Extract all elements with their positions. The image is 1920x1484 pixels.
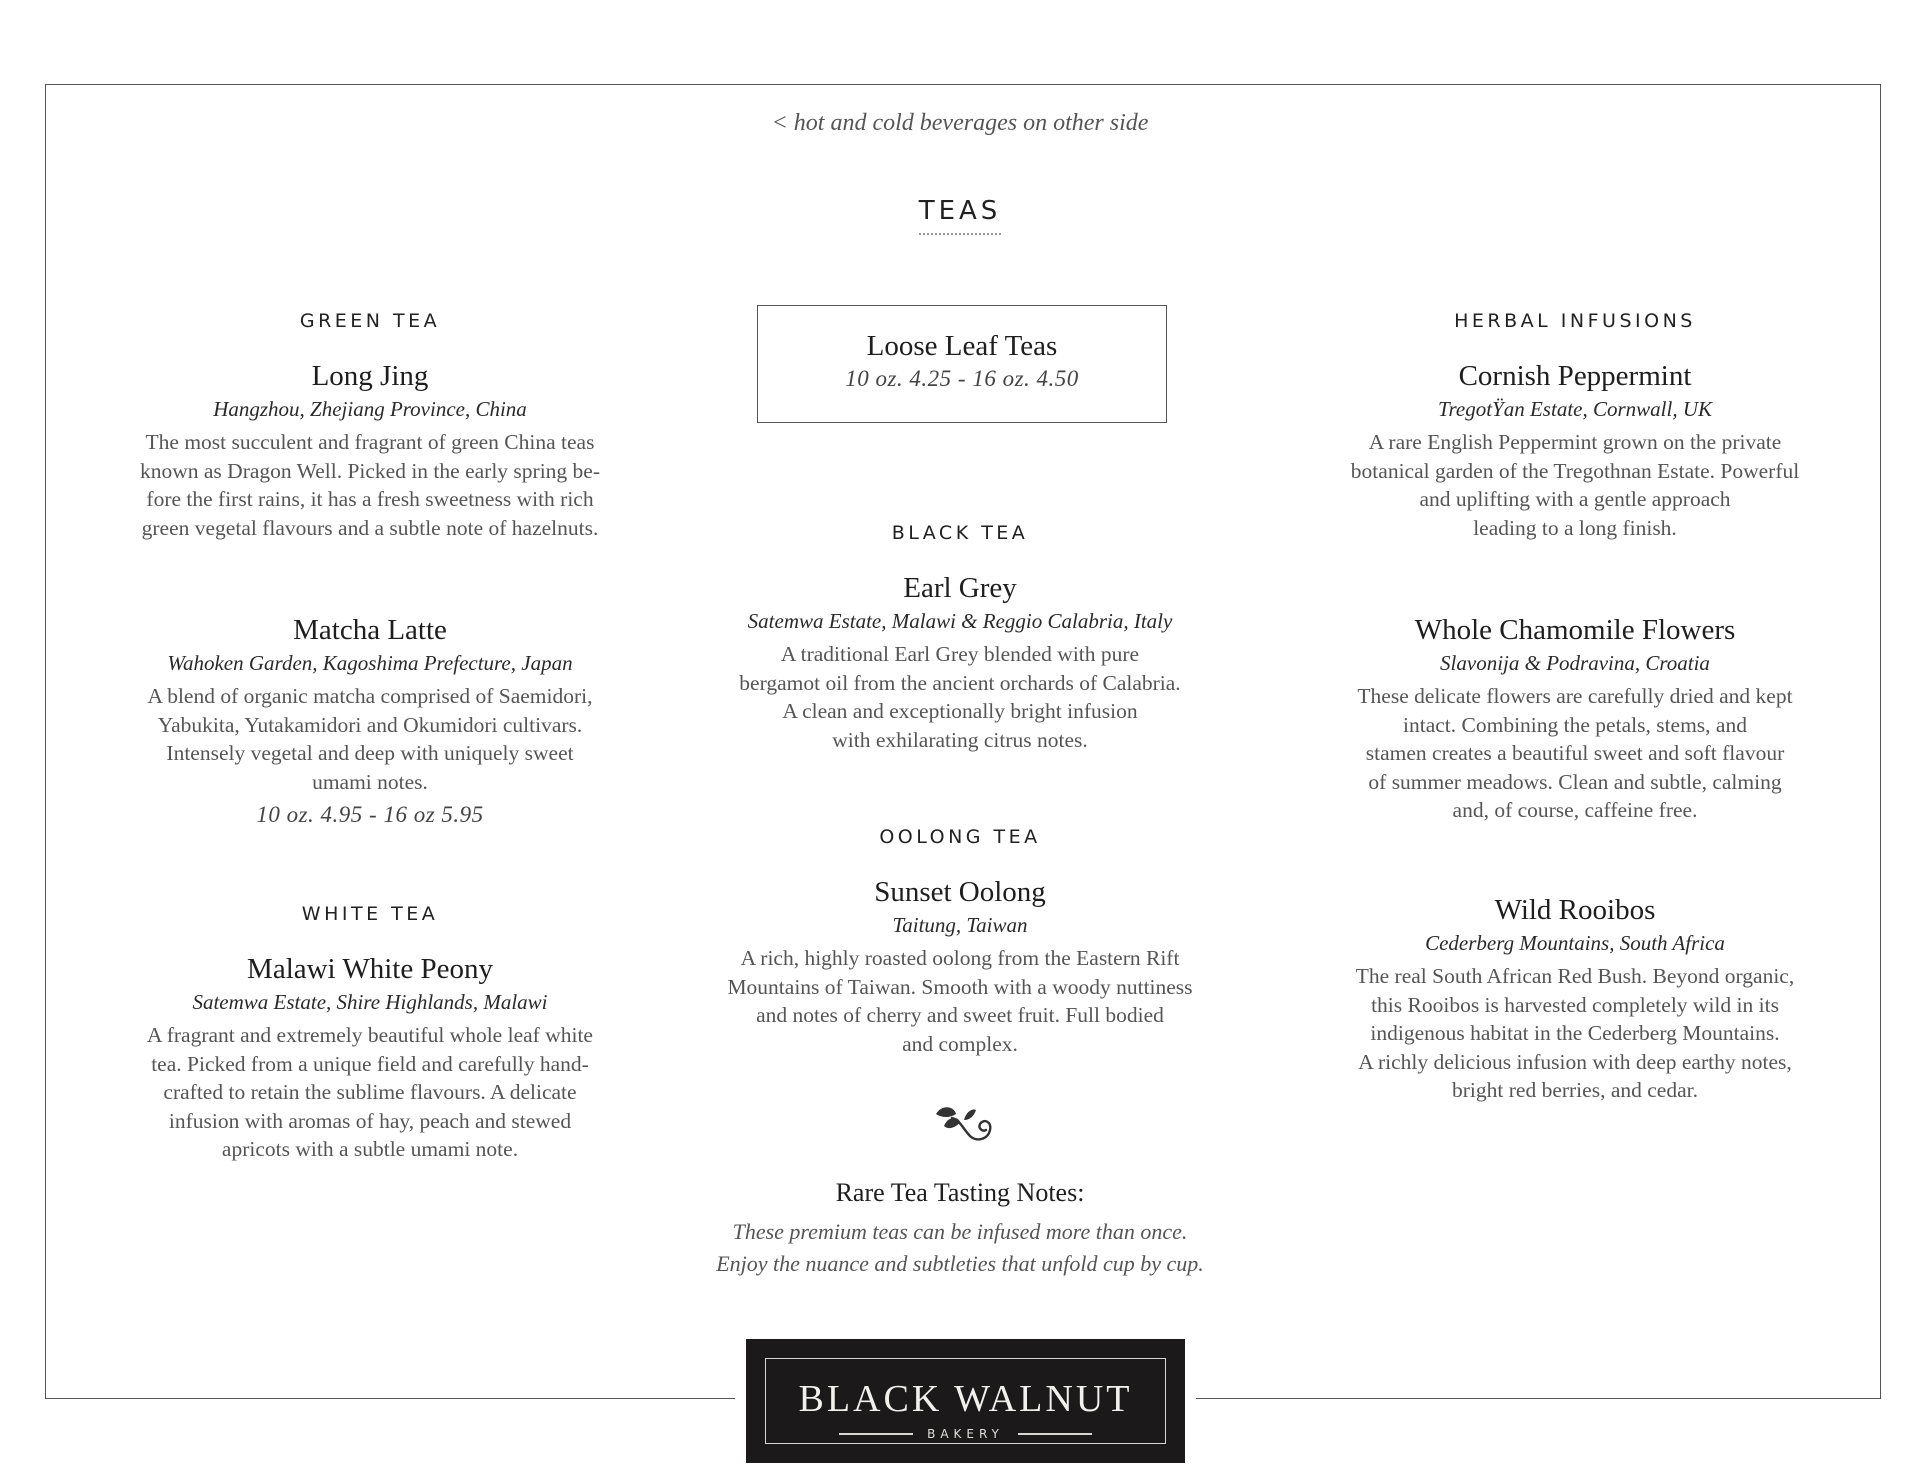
item-origin: Satemwa Estate, Malawi & Reggio Calabria, Italy <box>747 609 1173 633</box>
title-wrap <box>0 196 1920 235</box>
menu-item-whole-chamomile-flowers <box>1315 612 1835 825</box>
black-tea-heading: BLACK TEA <box>891 522 1029 544</box>
leaf-swirl-ornament-icon <box>930 1100 994 1144</box>
menu-item-matcha-latte <box>110 612 630 828</box>
item-description: A traditional Earl Grey blended with pure bergamot oil from the ancient orchards of Calabria. A clean and exceptionally bright infusion with exhilarating citrus notes. <box>739 642 1181 752</box>
item-origin: Satemwa Estate, Shire Highlands, Malawi <box>192 990 548 1014</box>
logo-sub-text: BAKERY <box>927 1427 1004 1441</box>
rare-tea-notes <box>700 1178 1220 1280</box>
logo-sub-row <box>766 1427 1165 1441</box>
item-name: Sunset Oolong <box>874 876 1046 908</box>
item-price: 10 oz. 4.95 - 16 oz 5.95 <box>256 802 484 827</box>
loose-leaf-box <box>757 305 1167 423</box>
item-description: These delicate flowers are carefully dried and kept intact. Combining the petals, stems, and stamen creates a beautiful sweet and soft flavour of summer meadows. Clean and subtle, calming and, of course, caffeine free. <box>1357 684 1793 822</box>
item-description: A rare English Peppermint grown on the private botanical garden of the Tregothnan Estate. Powerful and uplifting with a gentle approach leading to a long finish. <box>1350 430 1800 540</box>
item-origin: Hangzhou, Zhejiang Province, China <box>213 397 527 421</box>
item-description: A fragrant and extremely beautiful whole leaf white tea. Picked from a unique field and carefully hand- crafted to retain the sublime flavours. A delicate infusion with aromas of hay, peach and stewed apricots with a subtle umami note. <box>147 1023 593 1161</box>
item-origin: Wahoken Garden, Kagoshima Prefecture, Japan <box>167 651 573 675</box>
item-origin: Slavonija & Podravina, Croatia <box>1440 651 1710 675</box>
item-description: The most succulent and fragrant of green China teas known as Dragon Well. Picked in the early spring be- fore the first rains, it has a fresh sweetness with rich green vegetal flavours and a subtle note of hazelnuts. <box>139 430 600 540</box>
item-origin: TregotŸan Estate, Cornwall, UK <box>1437 397 1712 421</box>
item-name: Malawi White Peony <box>247 953 493 985</box>
item-name: Wild Rooibos <box>1494 894 1656 926</box>
black-walnut-logo <box>746 1339 1185 1463</box>
logo-rule-left <box>839 1433 913 1435</box>
item-name: Long Jing <box>311 360 429 392</box>
page-title: TEAS <box>919 196 1002 235</box>
logo-rule-right <box>1018 1433 1092 1435</box>
rare-notes-title: Rare Tea Tasting Notes: <box>835 1178 1085 1207</box>
item-name: Cornish Peppermint <box>1458 360 1692 392</box>
logo-main-text: BLACK WALNUT <box>798 1378 1133 1420</box>
item-description: A rich, highly roasted oolong from the Eastern Rift Mountains of Taiwan. Smooth with a woody nuttiness and notes of cherry and sweet fruit. Full bodied and complex. <box>727 946 1193 1056</box>
item-origin: Cederberg Mountains, South Africa <box>1425 931 1725 955</box>
logo-inner-frame <box>765 1358 1166 1444</box>
green-tea-heading: GREEN TEA <box>299 310 441 332</box>
white-tea-heading: WHITE TEA <box>301 903 439 925</box>
item-origin: Taitung, Taiwan <box>892 913 1028 937</box>
menu-item-sunset-oolong <box>700 874 1220 1058</box>
menu-item-earl-grey <box>700 570 1220 754</box>
item-name: Whole Chamomile Flowers <box>1414 614 1736 646</box>
herbal-infusions-heading: HERBAL INFUSIONS <box>1454 310 1696 332</box>
item-description: The real South African Red Bush. Beyond organic, this Rooibos is harvested completely wild in its indigenous habitat in the Cederberg Mountains. A richly delicious infusion with deep earthy notes, bright red berries, and cedar. <box>1355 964 1795 1102</box>
item-name: Earl Grey <box>903 572 1017 604</box>
loose-leaf-name: Loose Leaf Teas <box>866 330 1058 362</box>
menu-item-long-jing <box>110 358 630 542</box>
rare-notes-text: These premium teas can be infused more than once. Enjoy the nuance and subtleties that unfold cup by cup. <box>716 1219 1204 1276</box>
other-side-note: < hot and cold beverages on other side <box>771 110 1149 136</box>
item-name: Matcha Latte <box>293 614 447 646</box>
menu-item-cornish-peppermint <box>1315 358 1835 542</box>
oolong-tea-heading: OOLONG TEA <box>879 826 1041 848</box>
menu-item-malawi-white-peony <box>110 951 630 1164</box>
menu-item-wild-rooibos <box>1315 892 1835 1105</box>
loose-leaf-price: 10 oz. 4.25 - 16 oz. 4.50 <box>845 366 1079 391</box>
item-description: A blend of organic matcha comprised of Saemidori, Yabukita, Yutakamidori and Okumidori cultivars. Intensely vegetal and deep with uniquely sweet umami notes. <box>147 684 593 794</box>
